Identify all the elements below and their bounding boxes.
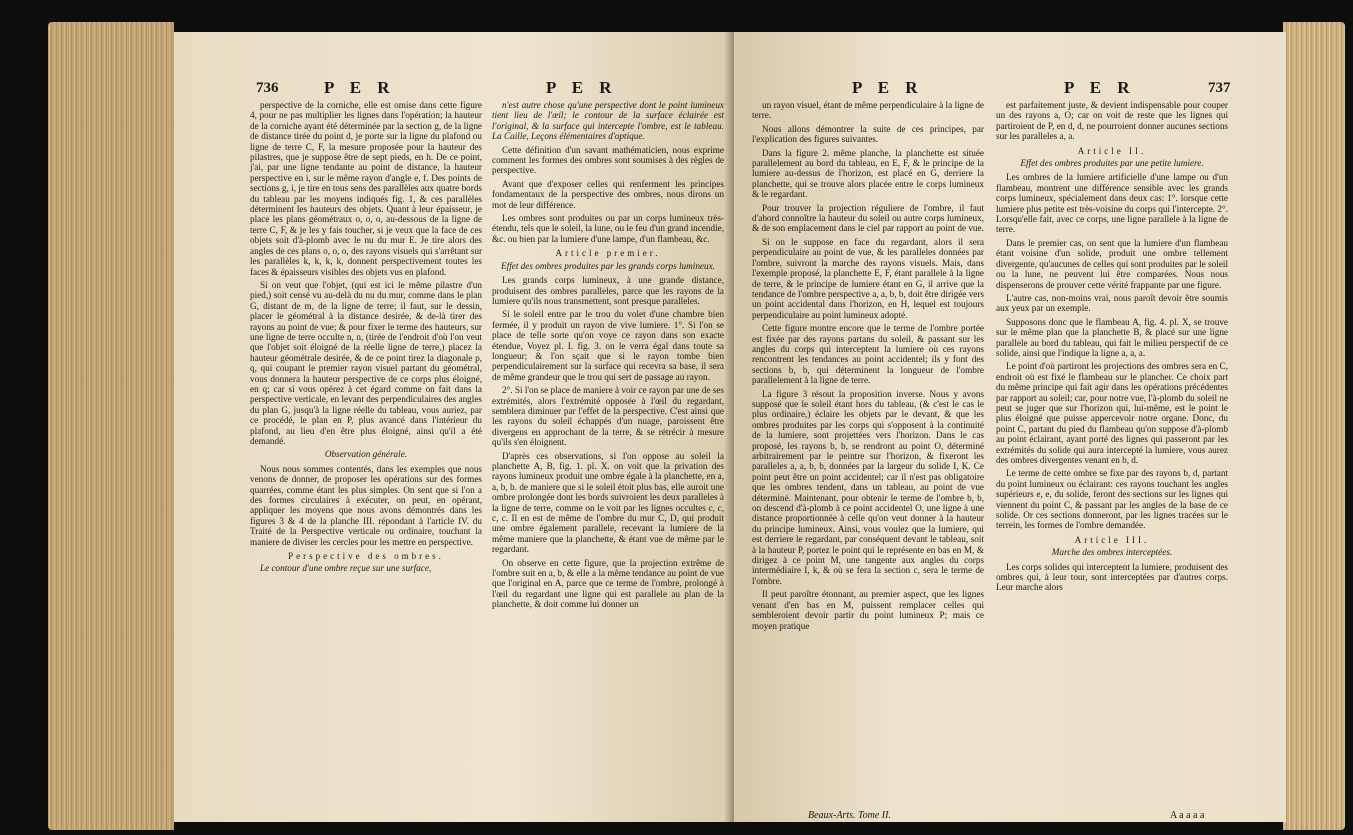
paragraph: 2°. Si l'on se place de maniere à voir ce rayon par une de ses extrémités, alors l'extrémité opposée à l'œil du regardant, semblera diminuer par l'effet de la perspective. C'est ainsi que les rayons du soleil échappés d'un nuage, paroissent être divergens en approchant de la terre, & se rétrécir à mesure qu'ils s'en éloignent. — [492, 385, 724, 448]
page-edges-right — [1283, 22, 1345, 830]
section-heading: Perspective des ombres. — [288, 551, 444, 562]
paragraph: un rayon visuel, étant de même perpendiculaire à la ligne de terre. — [752, 100, 984, 121]
text-column-1 — [752, 100, 984, 634]
paragraph: Le point d'où partiront les projections des ombres sera en C, endroit où est fixé le flambeau sur le plancher. Ce choix part du même principe qui fait agir dans les opérations précédentes par rapport au soleil; car, pour notre vue, l'à-plomb du soleil ne peut se juger que sur l'horizon qui, lui-même, est le point le plus éloigné que puisse appercevoir notre organe. Donc, du point C, partant du pied du flambeau qu'on suppose d'à-plomb au point éclairant, ayant porté des lignes qui passeront par les extrémités du solide qui aura intercepté la lumiere, vous aurez des ombres divergentes venant en b, d. — [996, 361, 1228, 465]
running-head: P E R — [546, 78, 618, 97]
page-number: 737 — [1208, 80, 1231, 96]
paragraph: Si on veut que l'objet, (qui est ici le même pilastre d'un pied,) soit censé vu au-delà du nu du mur, comme dans le plan G, distant de m, de la ligne de terre; il faut, sur le dessin, placer le géométral à la distance desirée, & de-là tirer des rayons au point de vue; & pour fixer le terme des hauteurs, sur une ligne de terre occulte n, n, (tirée de l'endroit d'où l'on veut que l'objet soit éloigné de la réelle ligne de terre,) placez la hauteur géométrale desirée, & de ce point tirez la diagonale p, q, qui coupant le premier rayon visuel partant du géométral, vous donnera la hauteur perspective de ce corps plus éloigné, en q; car si vous opérez à cet égard comme on fait dans la perspective verticale, en levant des perpendiculaires des angles du plan G, jusqu'à la ligne réelle du tableau, vous auriez, par ce procédé, le plan en P, plus avancé dans l'intérieur du plafond, au lieu d'en être plus éloigné, ainsi qu'il a été demandé. — [250, 279, 482, 446]
signature-mark: A a a a a — [1170, 810, 1205, 821]
paragraph: Les grands corps lumineux, à une grande distance, produisent des ombres paralleles, parce que les rayons de la lumiere qu'ils nous transmettent, sont presque paralleles. — [492, 275, 724, 306]
paragraph: Cette figure montre encore que le terme de l'ombre portée est fixée par des rayons partans du soleil, & passant sur les angles du corps qui interceptent la lumiere où ces rayons rencontrent les tendances au point accidentel; ils y font des sections b, b, qui déterminent la longueur de l'ombre parallelement à la ligne de terre. — [752, 323, 984, 386]
text-column-1 — [250, 100, 482, 577]
footer-signature-line: Beaux-Arts. Tome II. — [808, 810, 891, 821]
section-heading: Article II. — [1077, 145, 1147, 156]
paragraph: perspective de la corniche, elle est omise dans cette figure 4, pour ne pas multiplier les lignes dans l'opération; la hauteur de la corniche ayant été déterminée par la section g, de la ligne de distance tirée du point d, je porte sur la ligne du plafond ou ligne de terre C, F, la mesure proposée pour la hauteur des pilastres, que je suppose être de sept pieds, en h. De ce point, j'ai, par une ligne tendante au point de distance, la hauteur perspective en i, sur le même rayon d'angle e, f. Des points de sections g, i, je tire en tous sens des parallèles aux quatre bords du tableau par les moyens indiqués fig. 1, & ces parallèles déterminent les hauteurs des objets. Quant à leur épaisseur, je place les plans géométraux o, o, o, au-dessous de la ligne de terre C, F, & je les y fais toucher, si je veux que la face de ces objets soit d'à-plomb avec le nu du mur E. Je tire alors des angles de ces plans o, o, o, des rayons visuels qui s'arrêtant sur les parallèles k, k, k, k, donnent perspectivement toutes les faces & épaisseurs visibles des objets vus en plafond. — [250, 100, 482, 277]
paragraph: La figure 3 résout la proposition inverse. Nous y avons supposé que le soleil étant hors du tableau, (& c'est le cas le plus ordinaire,) éclaire les objets par le devant, & que les ombres produites par les corps qui s'opposent à la continuité de la lumiere, sont projettées vers l'horizon. Dans le cas proposé, les rayons b, b, se rendront au point O, déterminé arbitrairement par le peintre sur l'horizon, & fixeront les paralleles a, a, b, b, données par la largeur du solide I, K. Ce point peut être un point accidentel; car il n'est pas obligatoire que les ombres tendent, dans un tableau, au point de vue déterminé. Maintenant, pour obtenir le terme de l'ombre b, b, on descend d'à-plomb à ce point accidentel O, une ligne à une distance proportionnée à celle qu'on veut donner à la hauteur du principe lumineux. Ainsi, vous voulez que la lumiere, qui est derriere le regardant, par conséquent devant le tableau, soit à la hauteur P, portez le point qui le représente en bas en M, & dirigez à ce point M, une tangente aux angles du corps intermédiaire I, k, & où se fera la section c, sera le terme de l'ombre. — [752, 388, 984, 586]
paragraph: est parfaitement juste, & devient indispensable pour couper un des rayons a, O; car on voit de reste que les lignes qui partiroient de P, en d, d, ne pourroient donner aucunes sections sur les paralleles a, a. — [996, 100, 1228, 142]
section-heading: Article premier. — [555, 248, 661, 259]
paragraph: Supposons donc que le flambeau A, fig. 4. pl. X, se trouve sur le même plan que la planchette B, & placé sur une ligne parallele au bord du tableau, qui fait le milieu perspectif de ce solide, ainsi que l'indique la ligne a, a, a. — [996, 316, 1228, 358]
paragraph: L'autre cas, non-moins vrai, nous paroît devoir être soumis aux yeux par un exemple. — [996, 292, 1228, 314]
paragraph: Nous nous sommes contentés, dans les exemples que nous venons de donner, de proposer les opérations sur des formes quarrées, comme étant les plus simples. On sent que si l'on a des formes circulaires à exécuter, on peut, en opérant, appliquer les moyens que nous avons démontrés dans les figures 3 & 4 de la planche III. répondant à l'article IV. du Traité de la Perspective verticale ou ordinaire, touchant la maniere de diviser les cercles pour les mettre en perspective. — [250, 463, 482, 547]
paragraph: Si on le suppose en face du regardant, alors il sera perpendiculaire au point de vue, & les paralleles données par l'ombre, suivront la marche des rayons visuels. Mais, dans l'exemple proposé, la planchette E, F, étant parallele à la ligne de terre, & le principe de lumiere étant en G, il arrive que la tendance de l'ombre perspective a, a, b, b, doit être dirigée vers un point accidental dans l'horizon, en H, lequel est toujours perpendiculaire au point lumineux adopté. — [752, 236, 984, 320]
paragraph: D'après ces observations, si l'on oppose au soleil la planchette A, B, fig. 1. pl. X. on voit que la privation des rayons lumineux produit une ombre égale à la planchette, en a, a, b, b. de maniere que si le soleil étoit plus bas, elle auroit une ombre prolongée dont les bords suivroient les deux paralleles à la ligne de terre, comme on le voit par les lignes occultes c, c, c, c. Il en est de même de l'ombre du mur C, D, qui produit une ombre également parallele, recevant la lumiere de la même maniere que la planchette, & étant vue de même par le regardant. — [492, 450, 724, 555]
page-edges-left — [48, 22, 174, 830]
text-column-2 — [492, 100, 724, 613]
paragraph: Dans le premier cas, on sent que la lumiere d'un flambeau étant voisine d'un solide, produit une ombre tellement divergente, qu'aucunes de celles qui sont produites par le soleil ou la lune, ne peuvent lui être comparées. Nous nous dispenserons de prouver cette vérité frappante par une figure. — [996, 237, 1228, 290]
left-page — [174, 32, 734, 822]
section-subtitle: Effet des ombres produites par les grands corps lumineux. — [501, 260, 715, 271]
text-column-2 — [996, 100, 1228, 596]
running-head: P E R — [852, 78, 924, 97]
paragraph: Avant que d'exposer celles qui renferment les principes fondamentaux de la perspective des ombres, nous dirons un mot de leur différence. — [492, 178, 724, 210]
right-page — [734, 32, 1286, 822]
paragraph: Les corps solides qui interceptent la lumiere, produisent des ombres qui, à leur tour, sont interceptées par d'autres corps. Leur marche alors — [996, 561, 1228, 593]
paragraph: Nous allons démontrer la suite de ces principes, par l'explication des figures suivantes. — [752, 123, 984, 145]
open-book — [28, 8, 1328, 830]
paragraph: Les ombres de la lumiere artificielle d'une lampe ou d'un flambeau, montrent une différence sensible avec les grands corps lumineux, spécialement dans deux cas: 1°. lorsque cette lumiere plus petite est très-voisine du corps qui l'intercepte. 2°. Lorsqu'elle fait, avec ce corps, une ligne parallele à la ligne de terre. — [996, 172, 1228, 235]
paragraph: Si le soleil entre par le trou du volet d'une chambre bien fermée, il y produit un rayon de vive lumiere. 1°. Si l'on se place de telle sorte qu'on voye ce rayon dans son exacte étendue, Voyez pl. I. fig. 3. on le verra égal dans toute sa longueur; & l'on sçait que si le rayon tombe bien perpendiculairement sur la surface qui recevra sa base, il sera de même grandeur que le trou qui sert de passage au rayon. — [492, 309, 724, 382]
paragraph: On observe en cette figure, que la projection extrême de l'ombre suit en a, b, & elle a la même tendance au point de vue que l'original en A, parce que ce terme de l'ombre, prolongé à l'œil du regardant une ligne qui est parallele au plan de la planchette, & doit comme lui donner un — [492, 557, 724, 610]
page-number: 736 — [256, 80, 279, 96]
section-heading: Article III. — [1074, 534, 1150, 545]
section-subtitle: Observation générale. — [324, 449, 408, 460]
running-head: P E R — [1064, 78, 1136, 97]
paragraph: Le contour d'une ombre reçue sur une surface, — [260, 563, 432, 574]
paragraph: n'est autre chose qu'une perspective dont le point lumineux tient lieu de l'œil; le contour de la surface éclairée est l'original, & la surface qui intercepte l'ombre, est le tableau. La Caille, Leçons élémentaires d'optique. — [492, 100, 724, 142]
paragraph: Il peut paroître étonnant, au premier aspect, que les lignes venant d'en bas en M, puissent remplacer celles qui sembleroient devoir partir du point lumineux P; mais ce moyen pratique — [752, 589, 984, 631]
running-head: P E R — [324, 78, 396, 97]
paragraph: Les ombres sont produites ou par un corps lumineux très-étendu, tels que le soleil, la lune, ou le feu d'un grand incendie, &c. ou bien par la lumiere d'une lampe, d'un flambeau, &c. — [492, 213, 724, 244]
paragraph: Le terme de cette ombre se fixe par des rayons b, d, partant du point lumineux ou éclairant: ces rayons touchant les angles supérieurs e, e, du solide, feront des sections sur les lignes qui viennent du point C, & passant par les angles de la base de ce solide. Or ces sections donneront, par les lignes tracées sur le terrein, les formes de l'ombre demandée. — [996, 468, 1228, 531]
section-subtitle: Marche des ombres interceptées. — [1051, 547, 1173, 558]
paragraph: Cette définition d'un savant mathématicien, nous exprime comment les formes des ombres sont soumises à des règles de perspective. — [492, 144, 724, 176]
paragraph: Pour trouver la projection réguliere de l'ombre, il faut d'abord connoître la hauteur du soleil ou autre corps lumineux, & de son emplacement dans le ciel par rapport au point de vue. — [752, 202, 984, 234]
paragraph: Dans la figure 2. même planche, la planchette est située parallelement au bord du tableau, en E, F, & le principe de la lumiere au-dessus de l'horizon, est placé en G, derriere la planchette, qui se trouve alors placée entre le corps lumineux & le regardant. — [752, 147, 984, 200]
section-subtitle: Effet des ombres produites par une petite lumiere. — [1020, 158, 1204, 169]
